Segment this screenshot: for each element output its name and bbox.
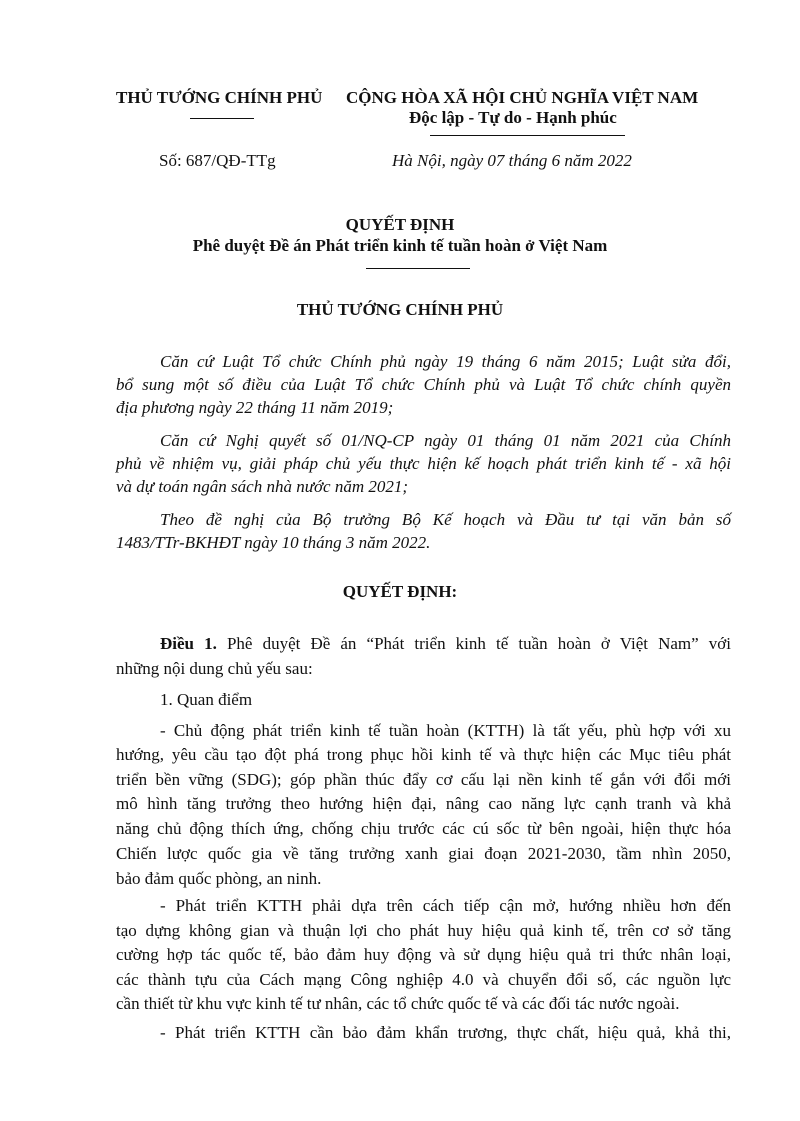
document-number: Số: 687/QĐ-TTg — [159, 151, 276, 170]
paragraph-line: triển bền vững (SDG); góp phần thúc đẩy cơ cấu lại nền kinh tế gắn với đổi mới — [116, 770, 731, 789]
basis-line: Căn cứ Nghị quyết số 01/NQ-CP ngày 01 tháng 01 năm 2021 của Chính — [160, 431, 731, 450]
country-name: CỘNG HÒA XÃ HỘI CHỦ NGHĨA VIỆT NAM — [346, 88, 699, 107]
section-heading: 1. Quan điểm — [160, 690, 253, 709]
agency-underline — [190, 118, 254, 119]
document-type: QUYẾT ĐỊNH — [345, 215, 455, 234]
title-underline — [366, 268, 470, 269]
paragraph-line: cường hợp tác quốc tế, bảo đảm huy động và sử dụng hiệu quả tri thức nhân loại, — [116, 945, 731, 964]
paragraph-line: bảo đảm quốc phòng, an ninh. — [116, 869, 322, 888]
basis-line: và dự toán ngân sách nhà nước năm 2021; — [116, 477, 409, 496]
article-1-text: Phê duyệt Đề án “Phát triển kinh tế tuần hoàn ở Việt Nam” với — [216, 634, 731, 653]
paragraph-line: mô hình tăng trưởng theo hướng hiện đại, nâng cao năng lực cạnh tranh và khả — [116, 794, 731, 813]
paragraph-line: tạo dựng không gian và thuận lợi cho phát huy hiệu quả kinh tế, trên cơ sở tăng — [116, 921, 731, 940]
paragraph-line: - Phát triển KTTH cần bảo đảm khẩn trương, thực chất, hiệu quả, khả thi, — [160, 1023, 731, 1042]
article-1-line — [116, 634, 731, 654]
paragraph-line: - Chủ động phát triển kinh tế tuần hoàn (KTTH) là tất yếu, phù hợp với xu — [160, 721, 731, 740]
article-1-label: Điều 1. — [160, 634, 217, 653]
paragraph-line: Chiến lược quốc gia về tăng trưởng xanh giai đoạn 2021-2030, tầm nhìn 2050, — [116, 844, 731, 863]
basis-line: 1483/TTr-BKHĐT ngày 10 tháng 3 năm 2022. — [116, 533, 431, 552]
basis-line: Theo đề nghị của Bộ trưởng Bộ Kế hoạch và Đầu tư tại văn bản số — [160, 510, 731, 529]
paragraph-line: - Phát triển KTTH phải dựa trên cách tiếp cận mở, hướng nhiều hơn đến — [160, 896, 731, 915]
paragraph-line: hướng, yêu cầu tạo đột phá trong phục hồi kinh tế và thực hiện các Mục tiêu phát — [116, 745, 731, 764]
motto-underline — [430, 135, 625, 136]
basis-line: phủ về nhiệm vụ, giải pháp chủ yếu thực hiện kế hoạch phát triển kinh tế - xã hội — [116, 454, 731, 473]
document-subject: Phê duyệt Đề án Phát triển kinh tế tuần hoàn ở Việt Nam — [192, 236, 608, 255]
basis-line: địa phương ngày 22 tháng 11 năm 2019; — [116, 398, 394, 417]
basis-line: bổ sung một số điều của Luật Tổ chức Chính phủ và Luật Tổ chức chính quyền — [116, 375, 731, 394]
basis-line: Căn cứ Luật Tổ chức Chính phủ ngày 19 tháng 6 năm 2015; Luật sửa đổi, — [160, 352, 731, 371]
paragraph-line: cần thiết từ khu vực kinh tế tư nhân, các tổ chức quốc tế và các đối tác nước ngoài. — [116, 994, 680, 1013]
place-and-date: Hà Nội, ngày 07 tháng 6 năm 2022 — [392, 151, 632, 170]
issuer-heading: THỦ TƯỚNG CHÍNH PHỦ — [296, 300, 504, 319]
article-1-line: những nội dung chủ yếu sau: — [116, 659, 313, 678]
issuing-agency: THỦ TƯỚNG CHÍNH PHỦ — [116, 88, 323, 107]
national-motto: Độc lập - Tự do - Hạnh phúc — [409, 108, 617, 127]
decision-heading: QUYẾT ĐỊNH: — [342, 582, 458, 601]
paragraph-line: các thành tựu của Cách mạng Công nghiệp 4.0 và chuyển đổi số, các nguồn lực — [116, 970, 731, 989]
paragraph-line: năng chủ động thích ứng, chống chịu trước các cú sốc từ bên ngoài, hiện thực hóa — [116, 819, 731, 838]
